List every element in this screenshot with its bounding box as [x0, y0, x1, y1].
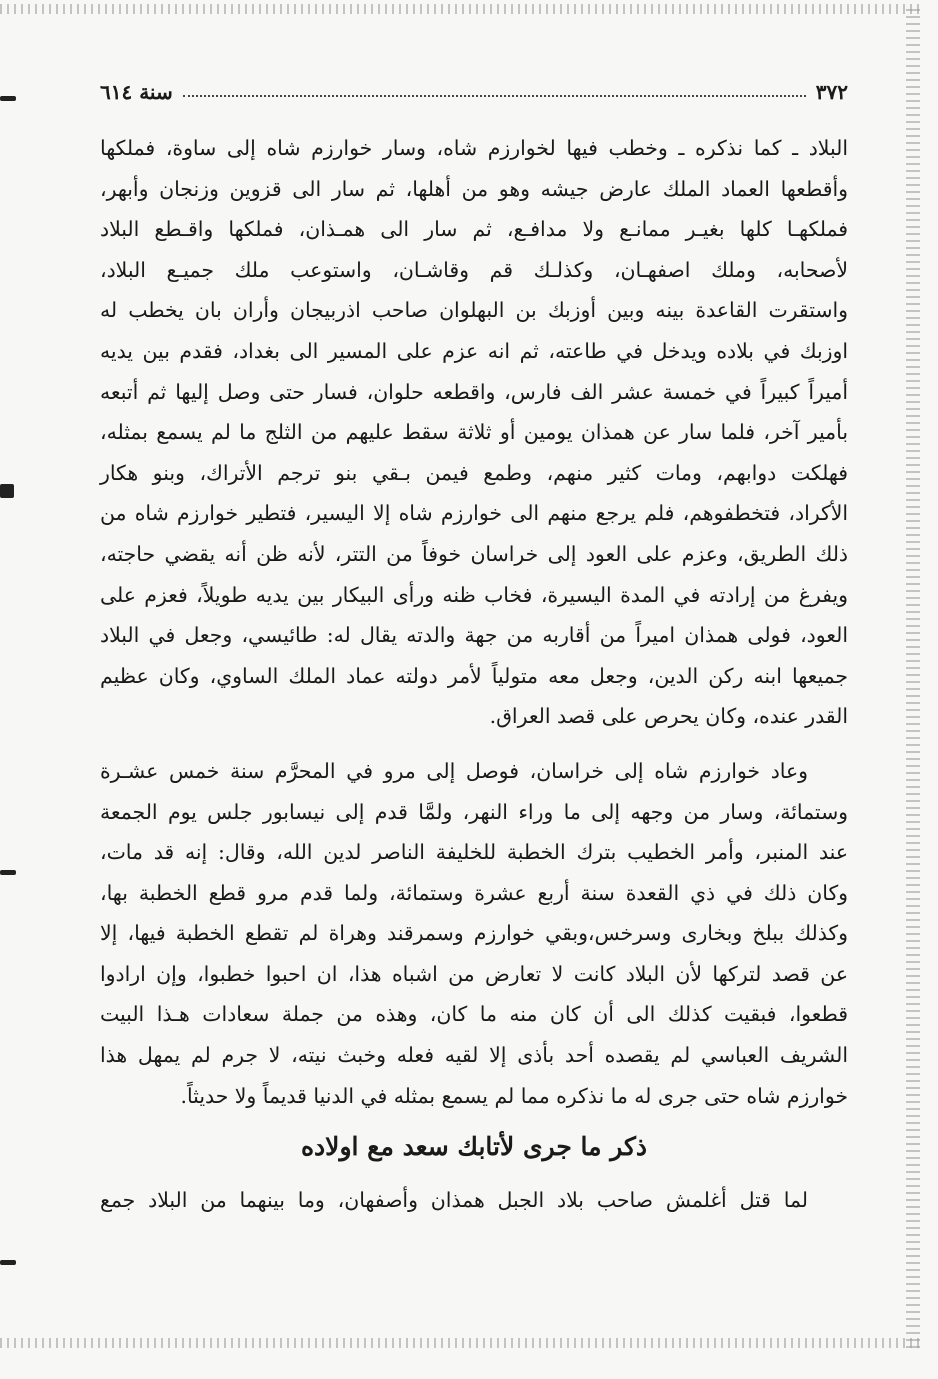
- text-line: فهلكت دوابهم، ومات كثير منهم، وطمع فيمن بـقي بنو ترجم الأتراك، وبنو هكار: [100, 460, 848, 485]
- text-line: وكان ذلك في ذي القعدة سنة أربع عشرة وستمائة، ولما قدم مرو قطع الخطبة بها،: [100, 880, 848, 905]
- margin-mark: [0, 484, 14, 498]
- text-line: فملكهـا كلها بغيـر ممانـع ولا مدافـع، ثم سار الى همـذان، فملكها واقـطع البلاد: [100, 217, 848, 242]
- text-line: واستقرت القاعدة بينه وبين أوزبك بن البهلوان صاحب اذربيجان وأران بان يخطب له: [100, 298, 848, 323]
- text-line: لأصحابه، وملك اصفهـان، وكذلـك قم وقاشـان، واستوعب ملك جميـع البلاد،: [100, 257, 848, 282]
- text-line: وستمائة، وسار من وجهه إلى ما وراء النهر، ولمَّا قدم إلى نيسابور جلس يوم الجمعة: [100, 799, 848, 824]
- paragraph-1: [100, 128, 848, 737]
- margin-mark: [0, 870, 16, 875]
- text-line: العود، فولى همذان اميراً من أقاربه من جهة والدته يقال له: طائيسي، وجعل في البلاد: [100, 623, 848, 648]
- margin-mark: [0, 96, 16, 101]
- text-line: لما قتل أغلمش صاحب بلاد الجبل همذان وأصفهان، وما بينهما من البلاد جمع: [100, 1188, 808, 1213]
- paragraph-2: [100, 751, 848, 1116]
- text-line: الأكراد، فتخطفوهم، فلم يرجع منهم الى خوارزم شاه إلا اليسير، فتطير خوارزم شاه من: [100, 501, 848, 526]
- page-number: ٣٧٢: [815, 80, 848, 104]
- margin-mark: [0, 1260, 16, 1265]
- top-ornamental-border: [0, 4, 924, 14]
- text-line: وعاد خوارزم شاه إلى خراسان، فوصل إلى مرو في المحرَّم سنة خمس عشـرة: [100, 758, 808, 783]
- book-page: [100, 78, 848, 1318]
- text-line: ويفرغ من إرادته في المدة اليسيرة، فخاب ظنه ورأى البيكار بين يديه طويلاً، فعزم على: [100, 582, 848, 607]
- text-line: عن قصد لتركها لأن البلاد كانت لا تعارض من اشباه هذا، ان احبوا خطبوا، وإن ارادوا: [100, 961, 848, 986]
- text-line: أميراً كبيراً في خمسة عشر الف فارس، واقطعه حلوان، فسار حتى وصل إليها ثم أتبعه: [100, 379, 848, 404]
- right-ornamental-border: [906, 4, 920, 1348]
- text-line: ذلك الطريق، وعزم على العود إلى خراسان خوفاً من التتر، لأنه ظن أنه يقضي حاجته،: [100, 541, 848, 566]
- text-line: بأمير آخر، فلما سار عن همذان يومين أو ثلاثة سقط عليهم من الثلج ما لم يسمع بمثله،: [100, 420, 848, 445]
- text-line: البلاد ـ كما نذكره ـ وخطب فيها لخوارزم شاه، وسار خوارزم شاه إلى ساوة، فملكها: [100, 136, 848, 160]
- bottom-ornamental-border: [0, 1338, 924, 1348]
- paragraph-spacer: [100, 737, 848, 751]
- paragraph-3: [100, 1180, 848, 1221]
- text-line: خوارزم شاه حتى جرى له ما نذكره مما لم يسمع بمثله في الدنيا قديماً ولا حديثاً.: [180, 1083, 848, 1108]
- text-line: جميعها ابنه ركن الدين، وجعل معه متولياً لأمر دولته عماد الملك الساوي، وكان عظيم: [100, 663, 848, 688]
- header-year-label: سنة ٦١٤: [100, 80, 173, 104]
- text-line: عند المنبر، وأمر الخطيب بترك الخطبة للخليفة الناصر لدين الله، وقال: إنه قد مات،: [100, 840, 848, 865]
- section-heading: ذكر ما جرى لأتابك سعد مع اولاده: [300, 1132, 648, 1162]
- text-line: اوزبك في بلاده ويدخل في طاعته، ثم انه عزم على المسير الى بغداد، فقدم بين يديه: [100, 338, 848, 363]
- text-line: الشريف العباسي لم يقصده أحد بأذى إلا لقيه فعله وخبث نيته، لا جرم لم يمهل هذا: [100, 1043, 848, 1068]
- text-line: قطعوا، فبقيت كذلك الى أن كان منه ما كان، وهذه من جملة سعادات هـذا البيت: [100, 1002, 848, 1027]
- running-header: [100, 78, 848, 106]
- text-line: وأقطعها العماد الملك عارض جيشه وهو من أهلها، ثم سار الى قزوين وزنجان وأبهر،: [100, 176, 848, 201]
- text-line: وكذلك ببلخ وبخارى وسرخس،وبقي خوارزم وسمرقند وهراة لم تقطع الخطبة فيها، إلا: [100, 921, 848, 946]
- text-line: القدر عنده، وكان يحرص على قصد العراق.: [489, 704, 848, 729]
- header-dotted-leader: [183, 95, 806, 97]
